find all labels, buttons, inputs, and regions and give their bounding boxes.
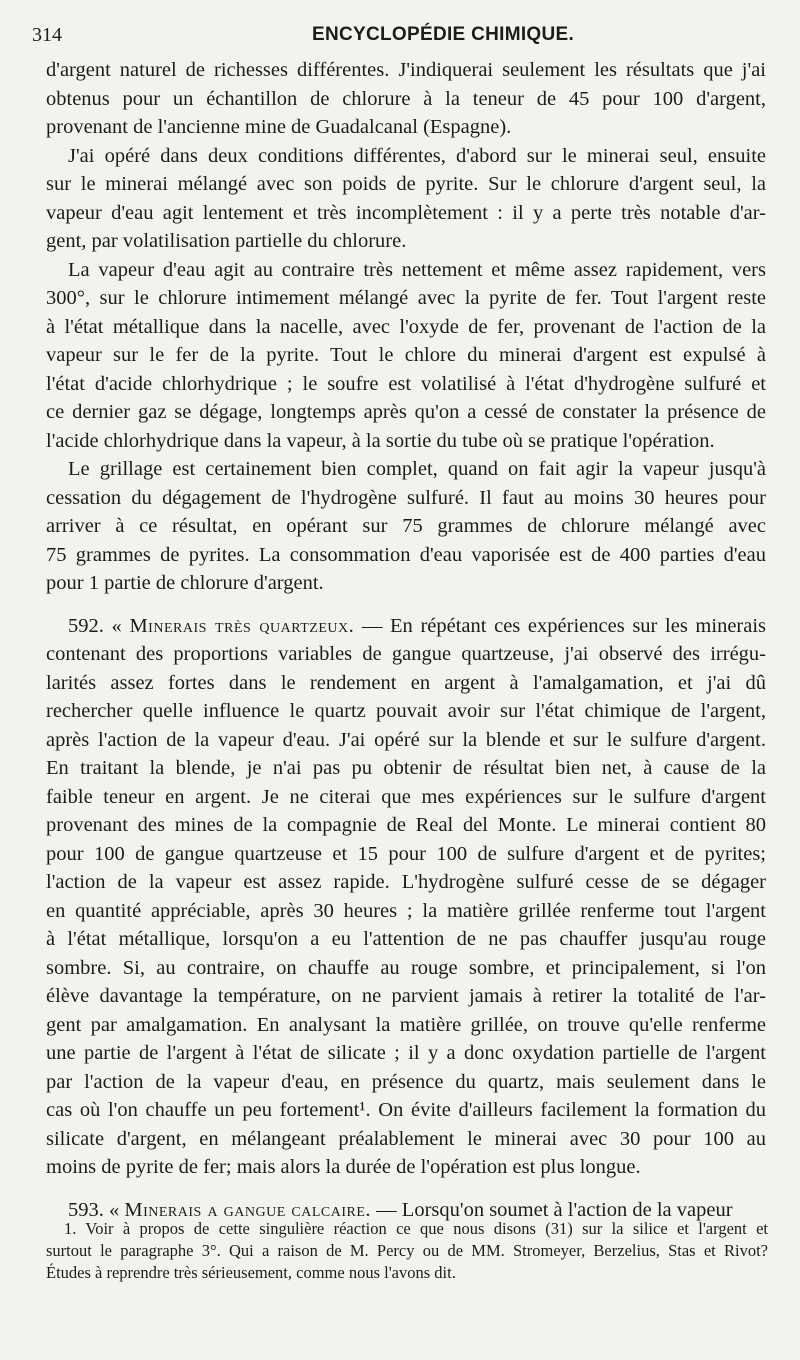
text-line: faible teneur en argent. Je ne citerai que mes expériences sur le sulfure d'argent <box>46 785 766 808</box>
text-line: sur le minerai mélangé avec son poids de pyrite. Sur le chlorure d'argent seul, la <box>46 173 766 195</box>
text-line: Le grillage est certainement bien complet, quand on fait agir la vapeur jusqu'à <box>68 458 766 480</box>
text-line: vapeur d'eau agit lentement et très incomplètement : il y a perte très notable d'ar- <box>46 201 766 224</box>
text-line: l'acide chlorhydrique dans la vapeur, à la sortie du tube où se pratique l'opération. <box>46 429 715 452</box>
text-fragment: — Lorsqu'on soumet à l'action de la vapeur <box>376 1198 733 1221</box>
text-line: d'argent naturel de richesses différentes. J'indiquerai seulement les résultats que j'ai <box>46 59 766 81</box>
section-number: 592. « <box>68 614 122 637</box>
text-line: ce dernier gaz se dégage, longtemps après qu'on a cessé de constater la présence de <box>46 401 766 423</box>
section-gap <box>46 1182 766 1196</box>
text-line: gent, par volatilisation partielle du chlorure. <box>46 230 407 252</box>
section-number: 593. « <box>68 1198 120 1221</box>
text-line: l'action de la vapeur est assez rapide. L'hydrogène sulfuré cesse de se dégager <box>46 871 766 893</box>
text-line: 300°, sur le chlorure intimement mélangé avec la pyrite de fer. Tout l'argent reste <box>46 287 766 309</box>
text-line: cas où l'on chauffe un peu fortement¹. On évite d'ailleurs facilement la formation du <box>46 1099 766 1121</box>
text-line: La vapeur d'eau agit au contraire très nettement et même assez rapidement, vers <box>68 258 766 281</box>
text-line: pour 100 de gangue quartzeuse et 15 pour 100 de sulfure d'argent et de pyrites; <box>46 842 766 865</box>
text-line: arriver à ce résultat, en opérant sur 75 grammes de chlorure mélangé avec <box>46 515 766 537</box>
text-line: par l'action de la vapeur d'eau, en présence du quartz, mais seulement dans le <box>46 1070 766 1093</box>
text-line: à l'état métallique, lorsqu'on a eu l'attention de ne pas chauffer jusqu'au rouge <box>46 928 766 950</box>
text-line: provenant des mines de la compagnie de Real del Monte. Le minerai contient 80 <box>46 814 766 836</box>
text-line: 75 grammes de pyrites. La consommation d'eau vaporisée est de 400 parties d'eau <box>46 543 766 566</box>
text-line: rechercher quelle influence le quartz pouvait avoir sur l'état chimique de l'argent, <box>46 700 766 722</box>
text-line: obtenus pour un échantillon de chlorure à la teneur de 45 pour 100 d'argent, <box>46 87 766 110</box>
text-line: contenant des proportions variables de gangue quartzeuse, j'ai observé des irrégu- <box>46 643 766 665</box>
section-heading: Minerais a gangue calcaire. <box>124 1198 372 1221</box>
text-line: gent par amalgamation. En analysant la matière grillée, on trouve qu'elle renferme <box>46 1013 766 1036</box>
text-line: une partie de l'argent à l'état de silicate ; il y a donc oxydation partielle de l'argent <box>46 1042 766 1064</box>
text-line: à l'état métallique dans la nacelle, avec l'oxyde de fer, provenant de l'action de la <box>46 315 766 338</box>
text-fragment: — En répétant ces expériences sur les minerais <box>361 614 766 637</box>
section-592-first-line <box>46 612 766 641</box>
text-line: vapeur sur le fer de la pyrite. Tout le chlore du minerai d'argent est expulsé à <box>46 344 766 366</box>
footnotes <box>46 1218 768 1284</box>
running-title: ENCYCLOPÉDIE CHIMIQUE. <box>312 24 575 45</box>
text-line: en quantité appréciable, après 30 heures ; la matière grillée renferme tout l'argent <box>46 899 766 922</box>
text-line: En traitant la blende, je n'ai pas pu obtenir de résultat bien net, à cause de la <box>46 757 766 779</box>
text-line: J'ai opéré dans deux conditions différentes, d'abord sur le minerai seul, ensuite <box>68 144 766 167</box>
text-line: silicate d'argent, en mélangeant préalablement le minerai avec 30 pour 100 au <box>46 1127 766 1150</box>
running-head <box>32 22 768 50</box>
text-line: provenant de l'ancienne mine de Guadalcanal (Espagne). <box>46 116 512 138</box>
text-line: après l'action de la vapeur d'eau. J'ai opéré sur la blende et sur le sulfure d'argent. <box>46 728 766 751</box>
section-gap <box>46 598 766 612</box>
footnote-line: Études à reprendre très sérieusement, comme nous l'avons dit. <box>46 1263 456 1282</box>
footnote-line: 1. Voir à propos de cette singulière réaction ce que nous disons (31) sur la silice et l'argent et <box>64 1219 768 1238</box>
text-line: cessation du dégagement de l'hydrogène sulfuré. Il faut au moins 30 heures pour <box>46 486 766 509</box>
body-text <box>46 56 766 1224</box>
text-line: moins de pyrite de fer; mais alors la durée de l'opération est plus longue. <box>46 1156 641 1178</box>
section-heading: Minerais très quartzeux. <box>129 614 355 637</box>
text-line: larités assez fortes dans le rendement en argent à l'amalgamation, et j'ai dû <box>46 671 766 694</box>
text-line: l'état d'acide chlorhydrique ; le soufre est volatilisé à l'état d'hydrogène sulfuré et <box>46 372 766 395</box>
text-line: élève davantage la température, on ne parvient jamais à retirer la totalité de l'ar- <box>46 985 766 1007</box>
footnote-line: surtout le paragraphe 3°. Qui a raison de M. Percy ou de MM. Stromeyer, Berzelius, Stas et Rivot? <box>46 1241 768 1260</box>
page-number: 314 <box>32 24 62 46</box>
text-line: pour 1 partie de chlorure d'argent. <box>46 572 324 594</box>
text-line: sombre. Si, au contraire, on chauffe au rouge sombre, et principalement, si l'on <box>46 956 766 979</box>
